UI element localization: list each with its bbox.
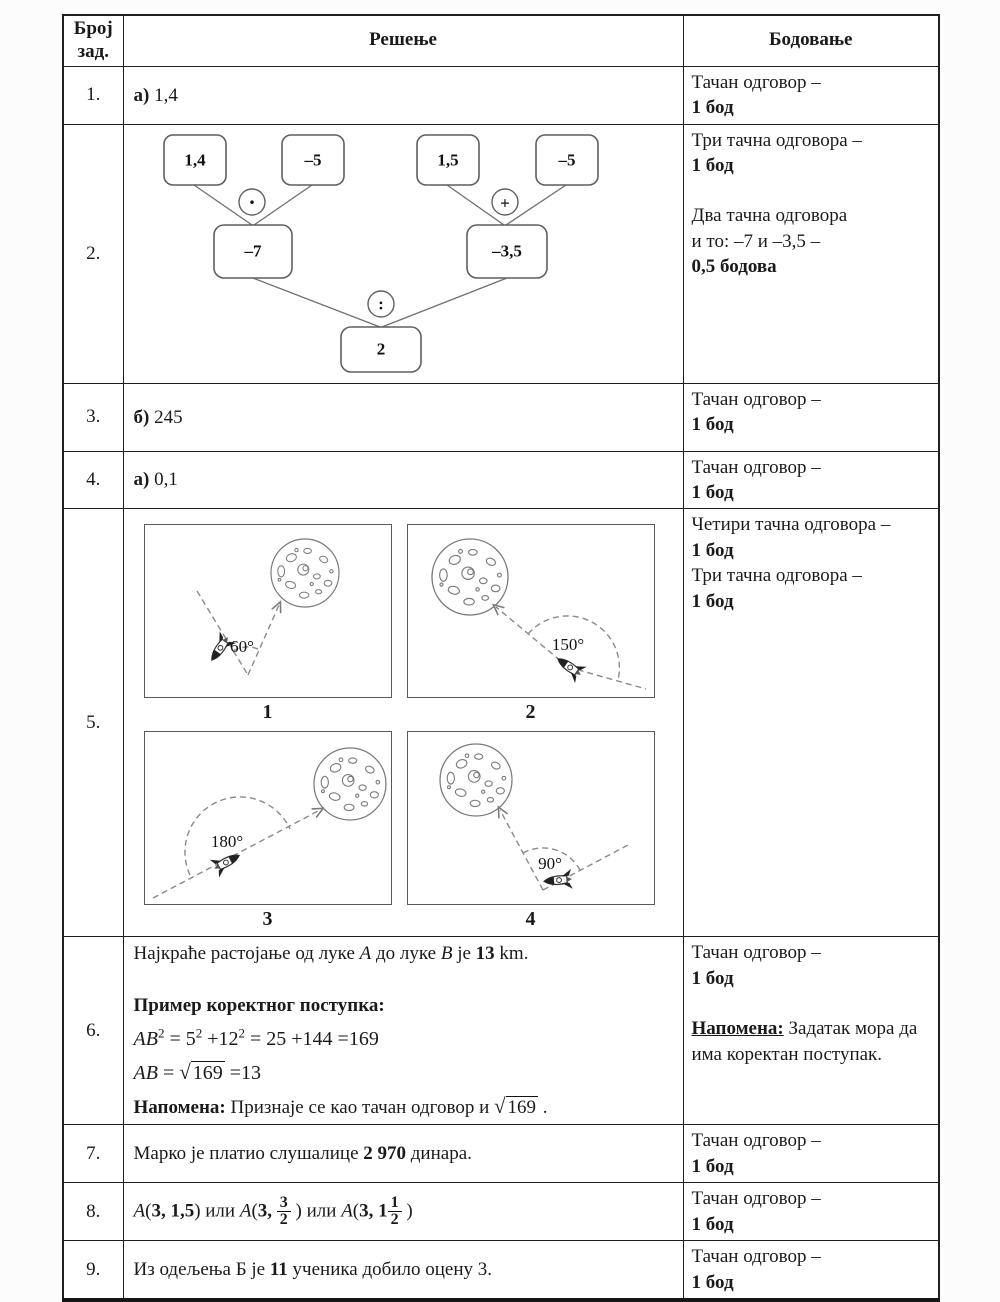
- header-problem-number: Број зад.: [63, 15, 123, 66]
- scoring-points: 1 бод: [691, 967, 734, 989]
- picture-2-svg: [407, 524, 655, 698]
- table-row-2: [63, 124, 939, 383]
- text-run: динара.: [406, 1143, 472, 1165]
- row-2-number: 2.: [63, 124, 123, 383]
- scoring-points: 1 бод: [691, 1271, 734, 1293]
- scoring-points: 1 бод: [691, 482, 734, 504]
- table-row-3: [63, 383, 939, 451]
- row-7-scoring-cell: [683, 1125, 939, 1183]
- text-run: Из одељења Б је: [133, 1259, 270, 1281]
- solution-note: [134, 1093, 673, 1121]
- point-a: A: [239, 1200, 252, 1222]
- row-5-scoring-cell: [683, 509, 939, 937]
- formula-1: [134, 1026, 673, 1052]
- picture-1: [144, 524, 390, 723]
- picture-caption: 2: [525, 701, 536, 724]
- number-tree-svg: [126, 127, 682, 376]
- header-scoring: Бодовање: [683, 15, 939, 66]
- angle-label: 180°: [210, 832, 243, 852]
- point-a: A: [341, 1200, 353, 1222]
- radical-sign: √: [494, 1094, 506, 1119]
- row-5-solution-cell: [123, 509, 683, 937]
- answer-value: 11: [269, 1259, 288, 1281]
- row-1-solution-cell: [123, 66, 683, 124]
- exponent: 2: [238, 1025, 245, 1041]
- numerator: 3: [277, 1195, 291, 1213]
- divide-operator: :: [377, 294, 384, 313]
- row-7-number: 7.: [63, 1125, 123, 1183]
- scoring-line: Четири тачна одговора –: [691, 514, 891, 536]
- solution-value: 245: [154, 406, 183, 428]
- numerator: 1: [388, 1195, 402, 1213]
- text-run: (: [352, 1200, 360, 1222]
- scoring-points: 1 бод: [691, 154, 734, 176]
- result-right: –3,5: [491, 241, 522, 260]
- moon-icon: [440, 744, 512, 816]
- text-run: =13: [224, 1062, 262, 1085]
- point-b: B: [440, 943, 453, 965]
- row-4-scoring-cell: [683, 451, 939, 509]
- scoring-line: и то: –7 и –3,5 –: [691, 230, 821, 252]
- answer-sentence: [134, 940, 673, 967]
- angle-label: 90°: [537, 854, 562, 874]
- scoring-line: Тачан одговор –: [691, 1188, 821, 1210]
- solution-value: 0,1: [154, 469, 178, 491]
- scoring-line: Три тачна одговора –: [691, 129, 862, 151]
- row-6-scoring-cell: [683, 937, 939, 1125]
- answer-value: 2 970: [363, 1143, 407, 1165]
- var-ab: AB: [133, 1062, 158, 1085]
- solution-lead: б): [133, 406, 150, 428]
- moon-icon: [314, 748, 386, 820]
- table-row-6: [63, 937, 939, 1125]
- coords: 3, 1,5: [151, 1200, 195, 1222]
- text-run: km.: [494, 943, 529, 965]
- solution-value: 1,4: [154, 84, 178, 106]
- scoring-line: Три тачна одговора –: [691, 565, 862, 587]
- scoring-line: Тачан одговор –: [691, 388, 821, 410]
- angle-pictures-grid: [124, 509, 683, 930]
- scoring-line: Два тачна одговора: [691, 205, 848, 227]
- row-8-scoring-cell: [683, 1183, 939, 1241]
- text-run: ) или: [194, 1200, 240, 1222]
- scoring-points: 1 бод: [691, 414, 734, 436]
- input-value: –5: [304, 150, 321, 169]
- coords: 3, 1: [359, 1200, 388, 1222]
- text-run: (: [251, 1200, 258, 1222]
- table-row-8: [63, 1183, 939, 1241]
- row-2-solution-cell: [123, 124, 683, 383]
- row-6-solution-cell: [123, 937, 683, 1125]
- note-label: Напомена:: [133, 1097, 226, 1119]
- angle-label: 150°: [551, 635, 584, 655]
- radical: [494, 1094, 538, 1119]
- answer-key-table: [62, 14, 940, 1302]
- text-run: = 25 +144 =169: [245, 1028, 379, 1051]
- denominator: 2: [390, 1211, 399, 1229]
- scoring-points: 1 бод: [691, 1155, 734, 1177]
- scoring-points: 1 бод: [691, 1213, 734, 1235]
- input-value: 1,4: [183, 150, 206, 169]
- row-3-solution-cell: [123, 383, 683, 451]
- scoring-note: [692, 1016, 931, 1067]
- text-run: Задатак мора да има коректан поступак.: [691, 1018, 918, 1065]
- header-solution: Решење: [123, 15, 683, 66]
- row-6-solution: [134, 939, 673, 1122]
- row-3-number: 3.: [63, 383, 123, 451]
- row-9-solution-cell: [123, 1241, 683, 1300]
- solution-lead: а): [133, 469, 150, 491]
- scoring-points: 1 бод: [691, 539, 734, 561]
- fraction: [388, 1195, 402, 1230]
- text-run: је: [452, 943, 476, 965]
- scoring-line: Тачан одговор –: [691, 942, 821, 964]
- point-a: A: [133, 1200, 146, 1222]
- text-run: до луке: [371, 943, 441, 965]
- header-row: [63, 15, 939, 66]
- table-row-5: [63, 509, 939, 937]
- formula-2: [134, 1059, 673, 1086]
- row-8-number: 8.: [63, 1183, 123, 1241]
- text-run: = 5: [164, 1028, 196, 1051]
- scoring-points: 1 бод: [691, 590, 734, 612]
- multiply-operator: ·: [247, 189, 256, 214]
- coords: 3,: [257, 1200, 273, 1222]
- text-run: =: [157, 1062, 180, 1085]
- picture-2: [407, 524, 653, 723]
- text-run: Признаје се као тачан одговор и: [225, 1097, 495, 1119]
- text-run: ): [401, 1200, 413, 1222]
- input-value: 1,5: [436, 150, 459, 169]
- row-9-scoring-cell: [683, 1241, 939, 1300]
- scoring-line: Тачан одговор –: [691, 456, 821, 478]
- row-1-scoring-cell: [683, 66, 939, 124]
- denominator: 2: [279, 1211, 288, 1229]
- radicand: 169: [507, 1097, 537, 1119]
- picture-4-svg: [407, 731, 655, 905]
- picture-3-svg: [144, 731, 392, 905]
- final-result: 2: [376, 339, 385, 358]
- scoring-line: Тачан одговор –: [691, 71, 821, 93]
- picture-3: [144, 731, 390, 930]
- row-9-number: 9.: [63, 1241, 123, 1300]
- input-value: –5: [558, 150, 575, 169]
- moon-icon: [271, 539, 339, 607]
- row-4-solution-cell: [123, 451, 683, 509]
- result-left: –7: [244, 241, 261, 260]
- picture-4: [407, 731, 653, 930]
- row-2-scoring-cell: [683, 124, 939, 383]
- table-row-9: [63, 1241, 939, 1300]
- row-8-solution-cell: [123, 1183, 683, 1241]
- text-run: +12: [202, 1028, 239, 1051]
- point-a: A: [359, 943, 372, 965]
- picture-1-svg: [144, 524, 392, 698]
- scoring-line: Тачан одговор –: [691, 1130, 821, 1152]
- picture-caption: 4: [525, 908, 536, 931]
- table-row-4: [63, 451, 939, 509]
- note-label: Напомена:: [691, 1018, 784, 1040]
- row-1-number: 1.: [63, 66, 123, 124]
- fraction: [277, 1195, 291, 1230]
- picture-caption: 3: [262, 908, 273, 931]
- text-run: ученика добило оцену 3.: [287, 1259, 492, 1281]
- row-7-solution-cell: [123, 1125, 683, 1183]
- table-row-1: [63, 66, 939, 124]
- row-6-number: 6.: [63, 937, 123, 1125]
- row-3-scoring-cell: [683, 383, 939, 451]
- scoring-line: Тачан одговор –: [691, 1246, 821, 1268]
- angle-label: 60°: [229, 637, 254, 657]
- radical: [179, 1062, 225, 1084]
- answer-value: 13: [475, 943, 495, 965]
- text-run: (: [145, 1200, 152, 1222]
- table-row-7: [63, 1125, 939, 1183]
- number-tree-diagram: [124, 125, 683, 383]
- moon-icon: [432, 539, 508, 615]
- solution-lead: а): [133, 84, 150, 106]
- picture-caption: 1: [262, 701, 273, 724]
- text-run: Најкраће растојање од луке: [133, 943, 360, 965]
- text-run: Марко је платио слушалице: [133, 1143, 364, 1165]
- text-run: .: [538, 1097, 548, 1119]
- exponent: 2: [157, 1025, 165, 1041]
- scoring-points: 1 бод: [691, 97, 734, 119]
- radical-sign: √: [179, 1060, 191, 1085]
- text-run: ) или: [290, 1200, 342, 1222]
- row-4-number: 4.: [63, 451, 123, 509]
- exponent: 2: [195, 1025, 203, 1041]
- var-ab: AB: [133, 1028, 158, 1051]
- scoring-points: 0,5 бодова: [691, 256, 777, 278]
- plus-operator: +: [499, 193, 510, 212]
- rocket-icon: [209, 847, 243, 878]
- procedure-title: Пример коректног поступка:: [133, 995, 385, 1017]
- rocket-icon: [552, 651, 586, 683]
- row-5-number: 5.: [63, 509, 123, 937]
- radicand: 169: [192, 1062, 223, 1085]
